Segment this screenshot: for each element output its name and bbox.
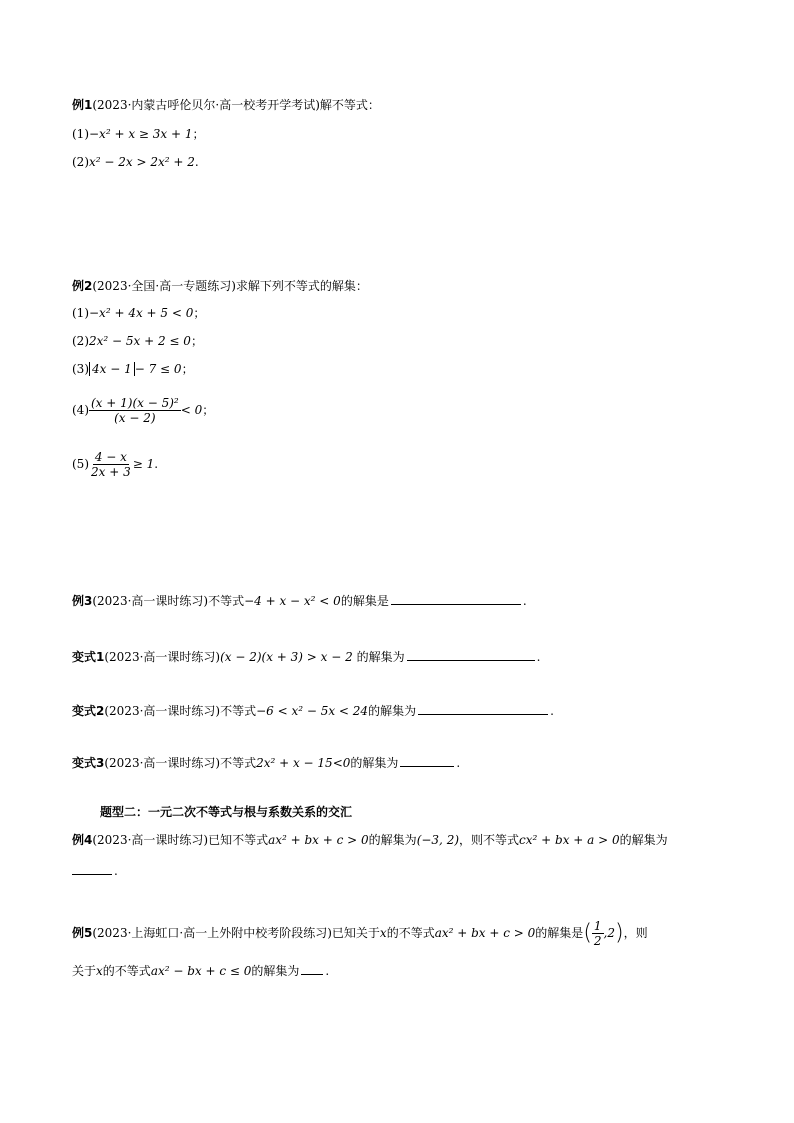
example-source: (2023·内蒙古呼伦贝尔·高一校考开学考试)解不等式： (92, 98, 380, 112)
punctuation: . (536, 650, 541, 664)
example-4-answer (72, 862, 118, 879)
example-text: 的解集是 (535, 926, 584, 940)
answer-blank (301, 962, 323, 975)
math-variable: x (96, 964, 103, 978)
variant-3 (72, 754, 460, 771)
right-paren: ) (615, 920, 624, 946)
example-text: (2023·高一课时练习)已知不等式 (92, 833, 269, 847)
math-expression: −6 < x² − 5x < 24 (256, 704, 369, 718)
fraction-numerator: 1 (593, 919, 602, 933)
variant-text: (2023·高一课时练习)不等式 (104, 704, 257, 718)
example-2-title (72, 278, 368, 294)
fraction (89, 396, 181, 425)
example-5 (72, 919, 648, 948)
example-text: 的解集为 (251, 964, 300, 978)
punctuation: . (325, 964, 330, 978)
math-expression: 2x² + x − 15<0 (256, 756, 351, 770)
example-label: 例2 (72, 279, 93, 293)
math-expression: ax² + bx + c > 0 (434, 926, 536, 940)
example-text: (2023·高一课时练习)不等式 (92, 594, 245, 608)
part-number: (2) (72, 334, 89, 348)
variant-2 (72, 702, 554, 719)
math-expression: < 0 (180, 403, 203, 417)
variant-label: 变式1 (72, 650, 105, 664)
math-expression: (x − 2)(x + 3) > x − 2 (220, 650, 353, 664)
variant-text: (2023·高一课时练习)不等式 (104, 756, 257, 770)
example-text: 的解集是 (340, 594, 389, 608)
fraction-denominator: (x − 2) (114, 411, 156, 425)
fraction-numerator: 4 − x (94, 450, 127, 464)
example-label: 例1 (72, 98, 93, 112)
left-paren: ( (583, 920, 592, 946)
part-number: (3) (72, 362, 89, 376)
variant-text: 的解集为 (356, 650, 405, 664)
math-variable: x (379, 926, 387, 940)
math-expression: ≥ 1 (132, 457, 155, 471)
example-text: (2023·上海虹口·高一上外附中校考阶段练习)已知关于 (92, 926, 380, 940)
part-number: (4) (72, 403, 89, 417)
example-label: 例5 (72, 926, 93, 940)
variant-text: 的解集为 (350, 756, 399, 770)
math-expression: − 7 ≤ 0 (134, 362, 182, 376)
example-1-part-1 (72, 126, 205, 142)
example-label: 例3 (72, 594, 93, 608)
variant-label: 变式3 (72, 756, 105, 770)
example-text: ，则 (623, 926, 648, 940)
example-label: 例4 (72, 833, 93, 847)
punctuation: . (456, 756, 461, 770)
example-text: ，则不等式 (459, 833, 520, 847)
fraction (89, 450, 133, 479)
math-expression: −x² + 4x + 5 < 0 (89, 306, 194, 320)
punctuation: . (550, 704, 554, 718)
variant-1 (72, 648, 540, 665)
math-expression: ax² − bx + c ≤ 0 (150, 964, 252, 978)
example-text: 的不等式 (386, 926, 435, 940)
example-2-part-2 (72, 333, 203, 349)
example-5-line-2 (72, 962, 329, 979)
part-number: (1) (72, 127, 89, 141)
punctuation: ； (193, 306, 206, 320)
example-text: 关于 (72, 964, 97, 978)
punctuation: . (154, 457, 159, 471)
variant-text: 的解集为 (368, 704, 417, 718)
fraction (592, 919, 604, 948)
example-1-title (72, 97, 380, 113)
example-2-part-5 (72, 450, 158, 479)
example-1-part-2 (72, 154, 199, 170)
answer-blank (418, 702, 548, 715)
math-expression: −4 + x − x² < 0 (244, 594, 341, 608)
example-source: (2023·全国·高一专题练习)求解下列不等式的解集： (92, 279, 368, 293)
example-3 (72, 592, 527, 609)
math-expression: ,2 (603, 926, 615, 940)
math-expression: cx² + bx + a > 0 (519, 833, 620, 847)
example-text: 的解集为 (619, 833, 668, 847)
punctuation: ； (202, 403, 215, 417)
answer-blank (391, 592, 521, 605)
example-2-part-4 (72, 396, 214, 425)
example-text: 的不等式 (102, 964, 151, 978)
part-number: (2) (72, 155, 89, 169)
example-4 (72, 832, 668, 848)
example-2-part-3 (72, 361, 194, 377)
answer-blank (400, 754, 454, 767)
answer-blank (72, 862, 112, 875)
part-number: (5) (72, 457, 89, 471)
math-expression: −x² + x ≥ 3x + 1 (89, 127, 193, 141)
variant-label: 变式2 (72, 704, 105, 718)
variant-text: (2023·高一课时练习) (104, 650, 221, 664)
example-2-part-1 (72, 305, 205, 321)
punctuation: ； (181, 362, 194, 376)
part-number: (1) (72, 306, 89, 320)
math-expression: (−3, 2) (416, 833, 460, 847)
punctuation: ； (192, 127, 205, 141)
fraction-denominator: 2x + 3 (91, 465, 131, 479)
fraction-denominator: 2 (593, 934, 602, 948)
punctuation: . (114, 864, 118, 878)
fraction-numerator: (x + 1)(x − 5)² (91, 396, 179, 410)
math-expression: 2x² − 5x + 2 ≤ 0 (89, 334, 191, 348)
math-expression: x² − 2x > 2x² + 2 (89, 155, 195, 169)
math-expression: ax² + bx + c > 0 (268, 833, 369, 847)
punctuation: . (522, 594, 527, 608)
answer-blank (407, 648, 535, 661)
absolute-value: 4x − 1 (89, 362, 135, 376)
punctuation: . (194, 155, 199, 169)
example-text: 的解集为 (368, 833, 417, 847)
section-heading: 题型二：一元二次不等式与根与系数关系的交汇 (100, 805, 353, 819)
punctuation: ； (190, 334, 203, 348)
